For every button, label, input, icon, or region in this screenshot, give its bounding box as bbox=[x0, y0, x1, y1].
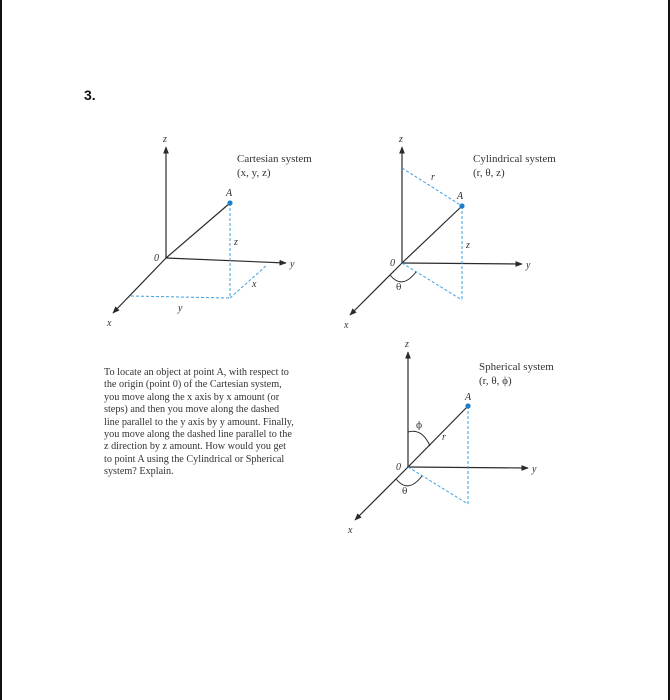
spherical-diagram bbox=[347, 339, 554, 536]
cartesian-dim-y: y bbox=[178, 303, 183, 314]
spherical-dash-base bbox=[408, 467, 468, 504]
cylindrical-dash-base bbox=[402, 263, 462, 300]
spherical-coords: (r, θ, ϕ) bbox=[479, 375, 512, 387]
paragraph-line: you move along the dashed line parallel to the bbox=[104, 429, 292, 441]
cylindrical-z-label: z bbox=[399, 134, 403, 145]
cylindrical-title: Cylindrical system bbox=[473, 153, 556, 165]
cartesian-point-label: A bbox=[226, 188, 233, 199]
paragraph-line: to point A using the Cylindrical or Spherical bbox=[104, 453, 285, 465]
cartesian-origin-label: 0 bbox=[154, 253, 159, 264]
cylindrical-point-a bbox=[459, 203, 464, 208]
paragraph-line: you move along the x axis by x amount (or bbox=[104, 391, 280, 403]
cartesian-x-label: x bbox=[107, 318, 112, 329]
paragraph-line: system? Explain. bbox=[104, 466, 174, 478]
cartesian-y-label: y bbox=[290, 259, 295, 270]
cartesian-radius-line bbox=[166, 203, 230, 258]
spherical-x-axis bbox=[355, 467, 408, 520]
cartesian-dim-z: z bbox=[234, 237, 238, 248]
spherical-title: Spherical system bbox=[479, 361, 554, 373]
spherical-y-label: y bbox=[532, 464, 537, 475]
cartesian-dash-y-parallel bbox=[131, 296, 230, 298]
paragraph-line: line parallel to the y axis by y amount. Finally, bbox=[104, 416, 294, 428]
spherical-z-label: z bbox=[405, 339, 409, 350]
cylindrical-coords: (r, θ, z) bbox=[473, 167, 505, 179]
cartesian-dim-x: x bbox=[252, 279, 257, 290]
cylindrical-origin-label: 0 bbox=[390, 258, 395, 269]
spherical-origin-label: 0 bbox=[396, 462, 401, 473]
cylindrical-dim-r: r bbox=[431, 172, 435, 183]
paragraph-line: To locate an object at point A, with respect to bbox=[104, 367, 289, 378]
question-paragraph bbox=[104, 367, 322, 479]
question-number: 3. bbox=[84, 87, 96, 103]
cylindrical-dim-z: z bbox=[466, 240, 470, 251]
paragraph-line: z direction by z amount. How would you get bbox=[104, 441, 286, 453]
cartesian-point-a bbox=[227, 200, 232, 205]
cartesian-coords: (x, y, z) bbox=[237, 167, 271, 179]
cylindrical-diagram bbox=[343, 134, 556, 331]
cartesian-title: Cartesian system bbox=[237, 153, 312, 165]
cylindrical-dim-theta: θ bbox=[396, 283, 402, 293]
cylindrical-point-label: A bbox=[457, 191, 464, 202]
cartesian-diagram bbox=[106, 134, 312, 329]
spherical-theta-arc bbox=[396, 476, 422, 486]
cartesian-x-axis bbox=[113, 258, 166, 313]
cylindrical-radius-line bbox=[402, 206, 462, 263]
cylindrical-x-axis bbox=[350, 263, 402, 315]
paragraph-line: steps) and then you move along the dashed bbox=[104, 404, 280, 416]
spherical-radius-line bbox=[408, 406, 468, 467]
spherical-dim-phi: ϕ bbox=[416, 421, 423, 431]
spherical-dim-theta: θ bbox=[402, 487, 408, 497]
spherical-phi-arc bbox=[408, 431, 430, 446]
cartesian-y-axis bbox=[166, 258, 286, 263]
spherical-dim-r: r bbox=[442, 432, 446, 443]
cartesian-z-label: z bbox=[163, 134, 167, 145]
spherical-x-label: x bbox=[348, 525, 353, 536]
paragraph-line: the origin (point 0) of the Cartesian system, bbox=[104, 379, 282, 391]
spherical-point-a bbox=[465, 403, 470, 408]
cylindrical-x-label: x bbox=[344, 320, 349, 331]
cartesian-dash-x-parallel bbox=[230, 265, 267, 298]
spherical-point-label: A bbox=[465, 392, 472, 403]
cylindrical-theta-arc bbox=[390, 272, 416, 282]
cylindrical-y-label: y bbox=[526, 260, 531, 271]
